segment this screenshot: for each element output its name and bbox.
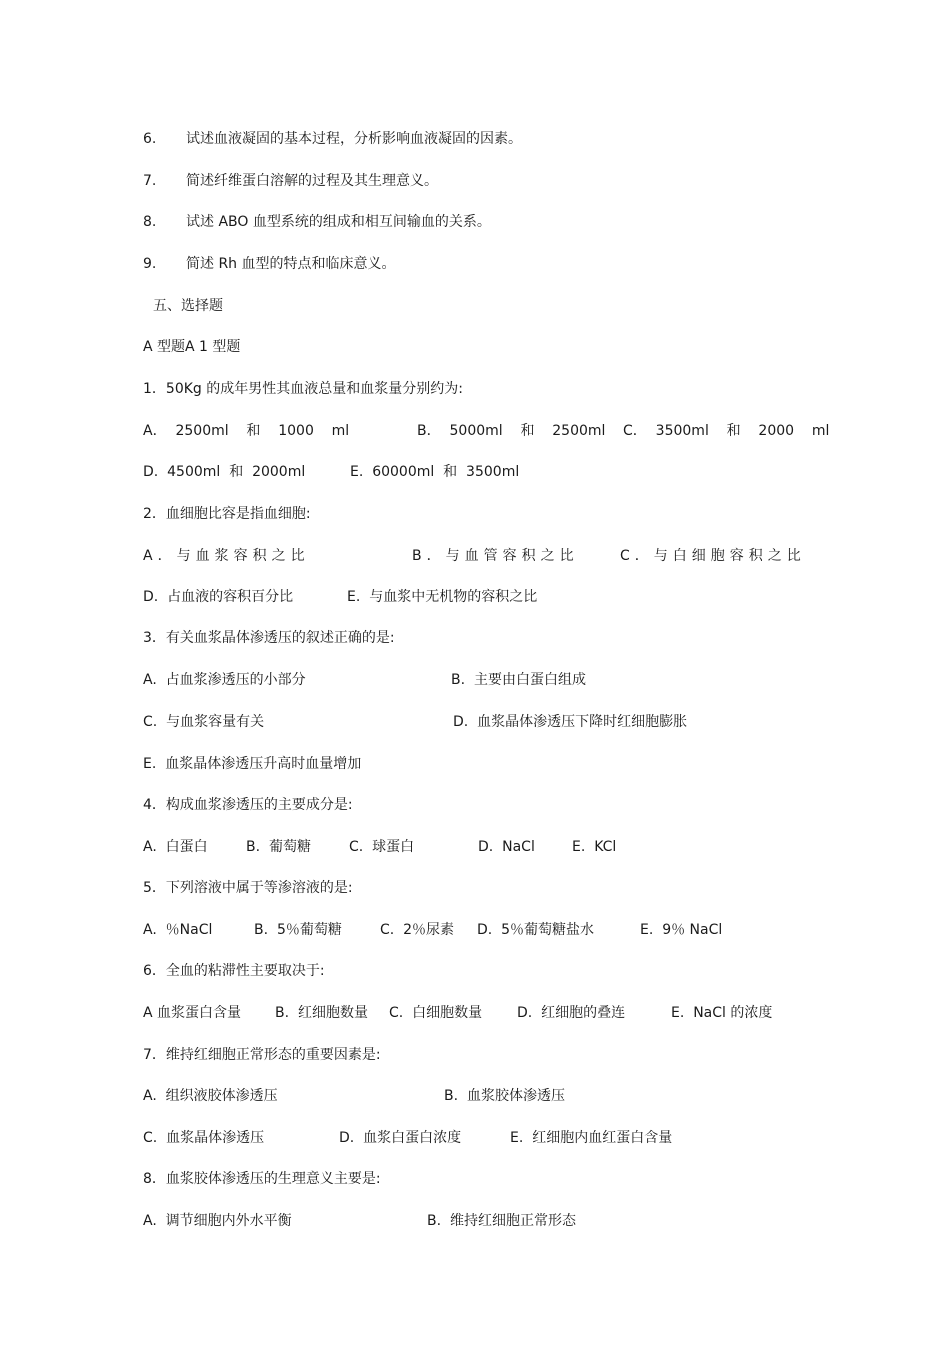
option-a: A. 调节细胞内外水平衡 [143,1213,292,1229]
option-e: E. 9％ NaCl [640,922,723,938]
option-a: A. 白蛋白 [143,839,208,855]
option-d: D. 血浆白蛋白浓度 [339,1130,462,1146]
option-c: C. 白细胞数量 [389,1005,483,1021]
option-d: D. 4500ml 和 2000ml [143,464,306,480]
question-stem: 3．有关血浆晶体渗透压的叙述正确的是: [143,630,395,646]
question-stem: 5．下列溶液中属于等渗溶液的是: [143,880,353,896]
option-b: B. 主要由白蛋白组成 [451,672,586,688]
option-c: C. 2％尿素 [380,922,455,938]
question-number: 7. [143,173,157,189]
question-number: 8. [143,214,157,230]
essay-question-8 [143,213,491,231]
option-e: E. 红细胞内血红蛋白含量 [510,1130,673,1146]
option-d: D. 红细胞的叠连 [517,1005,626,1021]
option-a: A. 占血浆渗透压的小部分 [143,672,306,688]
option-c: C. 球蛋白 [349,839,415,855]
option-b: B. 葡萄糖 [246,839,311,855]
essay-question-9 [143,255,396,273]
option-e: E. 60000ml 和 3500ml [350,464,520,480]
subsection-title: A 型题A 1 型题 [143,339,241,355]
question-stem: 4．构成血浆渗透压的主要成分是: [143,797,353,813]
question-text: 试述 ABO 血型系统的组成和相互间输血的关系。 [186,214,491,230]
option-b: B． 5000ml 和 2500ml [417,423,606,439]
option-c: C．与白细胞容积之比 [620,548,806,564]
option-e: E. KCl [572,839,617,855]
question-stem: 6．全血的粘滞性主要取决于: [143,963,325,979]
question-number: 9. [143,256,157,272]
question-text: 简述 Rh 血型的特点和临床意义。 [186,256,396,272]
question-number: 6. [143,131,157,147]
option-a: A. ％NaCl [143,922,213,938]
option-c: C. 与血浆容量有关 [143,714,265,730]
essay-question-7 [143,172,438,190]
option-d: D. 血浆晶体渗透压下降时红细胞膨胀 [453,714,688,730]
option-a: A． 2500ml 和 1000 ml [143,423,350,439]
option-d: D. 占血液的容积百分比 [143,589,294,605]
option-e: E. 与血浆中无机物的容积之比 [347,589,538,605]
essay-question-6 [143,130,522,148]
option-b: B. 血浆胶体渗透压 [444,1088,565,1104]
question-text: 试述血液凝固的基本过程，分析影响血液凝固的因素。 [186,131,522,147]
option-c: C. 血浆晶体渗透压 [143,1130,265,1146]
option-b: B. 5％葡萄糖 [254,922,342,938]
question-stem: 2．血细胞比容是指血细胞: [143,506,311,522]
option-c: C． 3500ml 和 2000 ml [623,423,830,439]
option-b: B. 红细胞数量 [275,1005,368,1021]
option-e: E. 血浆晶体渗透压升高时血量增加 [143,756,362,772]
option-a: A．与血浆容积之比 [143,548,310,564]
option-b: B．与血管容积之比 [412,548,579,564]
question-stem: 7．维持红细胞正常形态的重要因素是: [143,1047,381,1063]
option-b: B. 维持红细胞正常形态 [427,1213,576,1229]
option-a: A 血浆蛋白含量 [143,1005,242,1021]
section-title: 五、选择题 [153,298,223,314]
option-d: D. NaCl [478,839,535,855]
option-e: E. NaCl 的浓度 [671,1005,773,1021]
question-stem: 1．50Kg 的成年男性其血液总量和血浆量分别约为: [143,381,463,397]
option-a: A. 组织液胶体渗透压 [143,1088,278,1104]
question-stem: 8．血浆胶体渗透压的生理意义主要是: [143,1171,381,1187]
option-d: D. 5％葡萄糖盐水 [477,922,595,938]
question-text: 简述纤维蛋白溶解的过程及其生理意义。 [186,173,438,189]
